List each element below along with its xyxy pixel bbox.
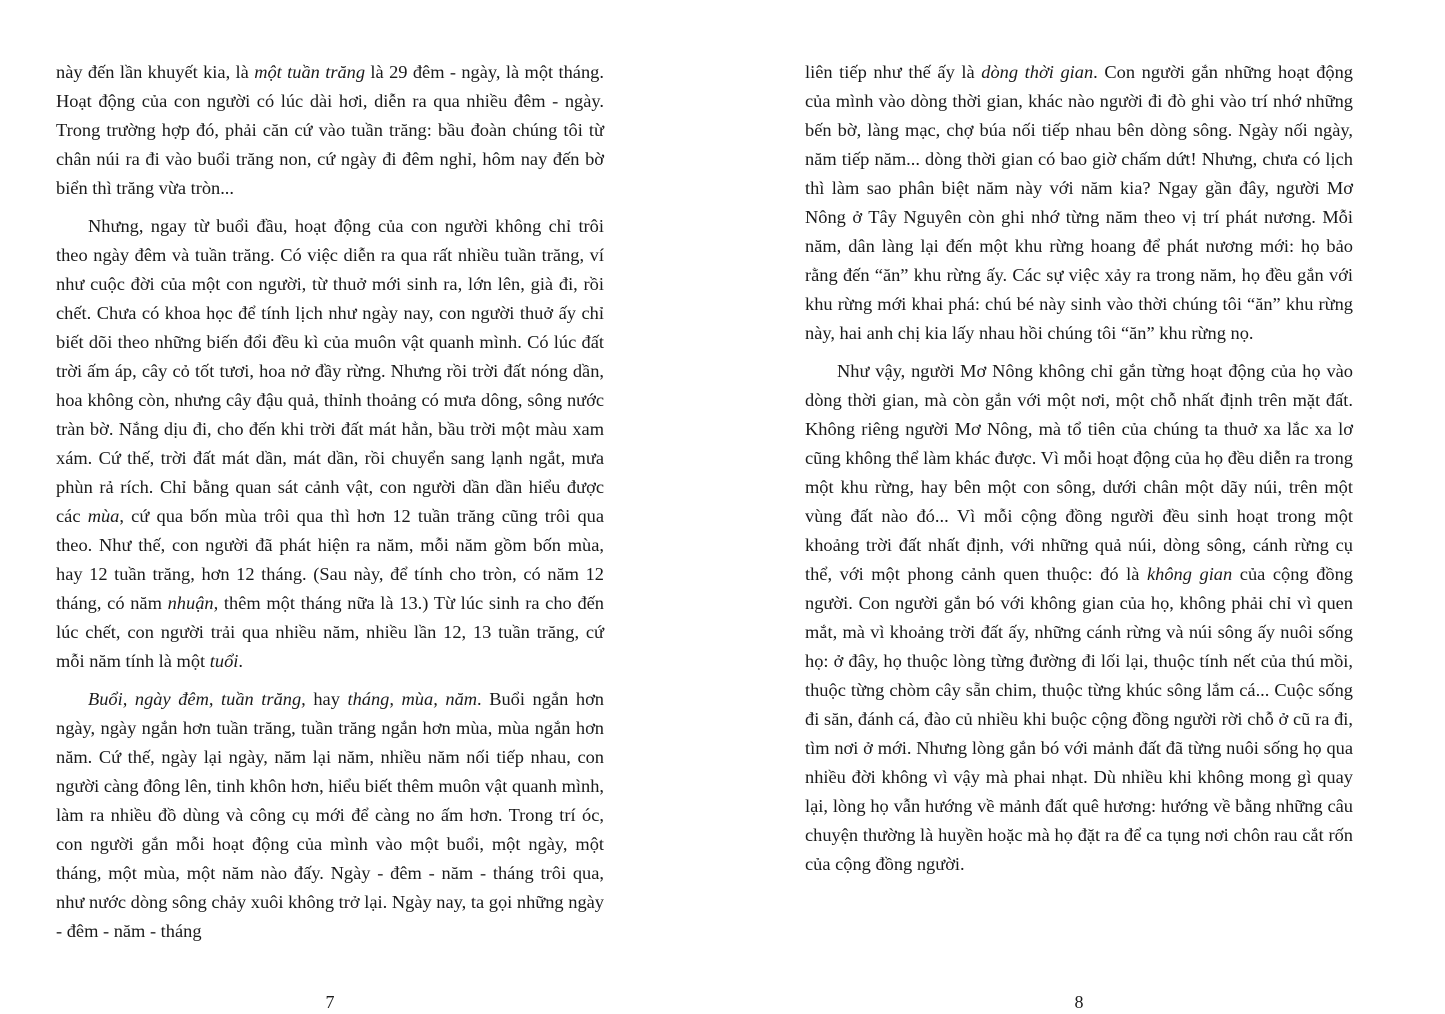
text-run: . Con người gắn những hoạt động của mình vào dòng thời gian, khác nào người đi đò ghi vào trí nhớ những bến bờ, làng mạc, chợ búa nối tiếp nhau bên dòng sông. Ngày nối ngày, năm tiếp năm... dòng thời gian có bao giờ chấm dứt! Nhưng, chưa có lịch thì làm sao phân biệt năm này với năm kia? Ngay gần đây, người Mơ Nông ở Tây Nguyên còn ghi nhớ từng năm theo vị trí phát nương. Mỗi năm, dân làng lại đến một khu rừng hoang để phát nương mới: họ bảo rằng đến “ăn” khu rừng ấy. Các sự việc xảy ra trong năm, họ đều gắn với khu rừng mới khai phá: chú bé này sinh vào thời chúng tôi “ăn” khu rừng này, hai anh chị kia lấy nhau hồi chúng tôi “ăn” khu rừng nọ. xyxy=(805,62,1353,343)
italic-text: Buổi, ngày đêm, tuần trăng, xyxy=(88,689,306,709)
text-run: Như vậy, người Mơ Nông không chỉ gắn từng hoạt động của họ vào dòng thời gian, mà còn gắn với một nơi, một chỗ nhất định trên mặt đất. Không riêng người Mơ Nông, mà tổ tiên của chúng ta thuở xa lắc xa lơ cũng không thể làm khác được. Vì mỗi hoạt động của họ đều diễn ra trong một khu rừng, hay bên một con sông, dưới chân một dãy núi, trên một vùng đất nào đó... Vì mỗi cộng đồng người đều sinh hoạt trong một khoảng trời đất nhất định, với những quả núi, dòng sông, cánh rừng cụ thể, với một phong cảnh quen thuộc: đó là xyxy=(805,361,1353,584)
italic-text: không gian xyxy=(1146,564,1233,584)
italic-text: dòng thời gian xyxy=(981,62,1094,82)
italic-text: một tuần trăng xyxy=(254,62,366,82)
paragraph xyxy=(56,58,604,203)
text-run: của cộng đồng người. Con người gắn bó với không gian của họ, không phải chỉ vì quen mắt, mà vì khoảng trời đất ấy, những cánh rừng và núi sông ấy nuôi sống họ: ở đây, họ thuộc lòng từng đường đi lối lại, thuộc tính nết của thú mồi, thuộc từng chòm cây sẵn chim, thuộc từng khúc sông lắm cá... Cuộc sống đi săn, đánh cá, đào củ nhiều khi buộc cộng đồng người rời chỗ ở cũ ra đi, tìm nơi ở mới. Nhưng lòng gắn bó với mảnh đất đã từng nuôi sống họ qua nhiều đời không vì vậy mà phai nhạt. Dù nhiều khi không mong gì quay lại, lòng họ vẫn hướng về mảnh đất quê hương: hướng về bằng những câu chuyện thường là huyền hoặc mà họ đặt ra để ca tụng nơi chôn rau cắt rốn của cộng đồng người. xyxy=(805,564,1353,874)
paragraph xyxy=(56,685,604,946)
text-run: . xyxy=(238,651,243,671)
italic-text: nhuận, xyxy=(167,593,219,613)
page-number-left: 7 xyxy=(325,992,335,1012)
paragraph xyxy=(805,357,1353,879)
italic-text: mùa xyxy=(87,506,120,526)
text-run: là 29 đêm - ngày, là một tháng. Hoạt động của con người có lúc dài hơi, diễn ra qua nhiều đêm - ngày. Trong trường hợp đó, phải căn cứ vào tuần trăng: bầu đoàn chúng tôi từ chân núi ra đi vào buổi trăng non, cứ ngày đi đêm nghỉ, hôm nay đến bờ biển thì trăng vừa tròn... xyxy=(56,62,604,198)
page-number-right: 8 xyxy=(1074,992,1084,1012)
paragraph xyxy=(56,212,604,676)
left-page xyxy=(56,58,604,955)
text-run: , cứ qua bốn mùa trôi qua thì hơn 12 tuần trăng cũng trôi qua theo. Như thế, con người đã phát hiện ra năm, mỗi năm gồm bốn mùa, hay 12 tuần trăng, hơn 12 tháng. (Sau này, để tính cho tròn, có năm 12 tháng, có năm xyxy=(56,506,605,613)
text-run: . Buổi ngắn hơn ngày, ngày ngắn hơn tuần trăng, tuần trăng ngắn hơn mùa, mùa ngắn hơn năm. Cứ thế, ngày lại ngày, năm lại năm, nhiều năm nối tiếp nhau, con người càng đông lên, tinh khôn hơn, hiểu biết thêm muôn vật quanh mình, làm ra nhiều đồ dùng và công cụ mới để càng no ấm hơn. Trong trí óc, con người gắn mỗi hoạt động của mình vào một buổi, một ngày, một tháng, một mùa, một năm nào đấy. Ngày - đêm - năm - tháng trôi qua, như nước dòng sông chảy xuôi không trở lại. Ngày nay, ta gọi những ngày - đêm - năm - tháng xyxy=(56,689,604,941)
text-run: Nhưng, ngay từ buổi đầu, hoạt động của con người không chỉ trôi theo ngày đêm và tuần trăng. Có việc diễn ra qua rất nhiều tuần trăng, ví như cuộc đời của một con người, từ thuở mới sinh ra, lớn lên, già đi, rồi chết. Chưa có khoa học để tính lịch như ngày nay, con người thuở ấy chỉ biết dõi theo những biến đổi đều kì của muôn vật quanh mình. Có lúc đất trời ấm áp, cây cỏ tốt tươi, hoa nở đầy rừng. Nhưng rồi trời đất nóng dần, hoa không còn, nhưng cây đậu quả, thỉnh thoảng có mưa dông, sông nước tràn bờ. Nắng dịu đi, cho đến khi trời đất mát hẳn, bầu trời một màu xam xám. Cứ thế, trời đất mát dần, mát dần, rồi chuyển sang lạnh ngắt, mưa phùn rả rích. Chỉ bằng quan sát cảnh vật, con người dần dần hiểu được các xyxy=(56,216,604,526)
text-run: liên tiếp như thế ấy là xyxy=(805,62,982,82)
text-run: này đến lần khuyết kia, là xyxy=(56,62,255,82)
italic-text: tháng, mùa, năm xyxy=(347,689,478,709)
paragraph xyxy=(805,58,1353,348)
text-run: thêm một tháng nữa là 13.) Từ lúc sinh ra cho đến lúc chết, con người trải qua nhiều năm, nhiều lần 12, 13 tuần trăng, cứ mỗi năm tính là một xyxy=(56,593,604,671)
right-page xyxy=(805,58,1353,888)
italic-text: tuổi xyxy=(209,651,239,671)
text-run: hay xyxy=(305,689,348,709)
